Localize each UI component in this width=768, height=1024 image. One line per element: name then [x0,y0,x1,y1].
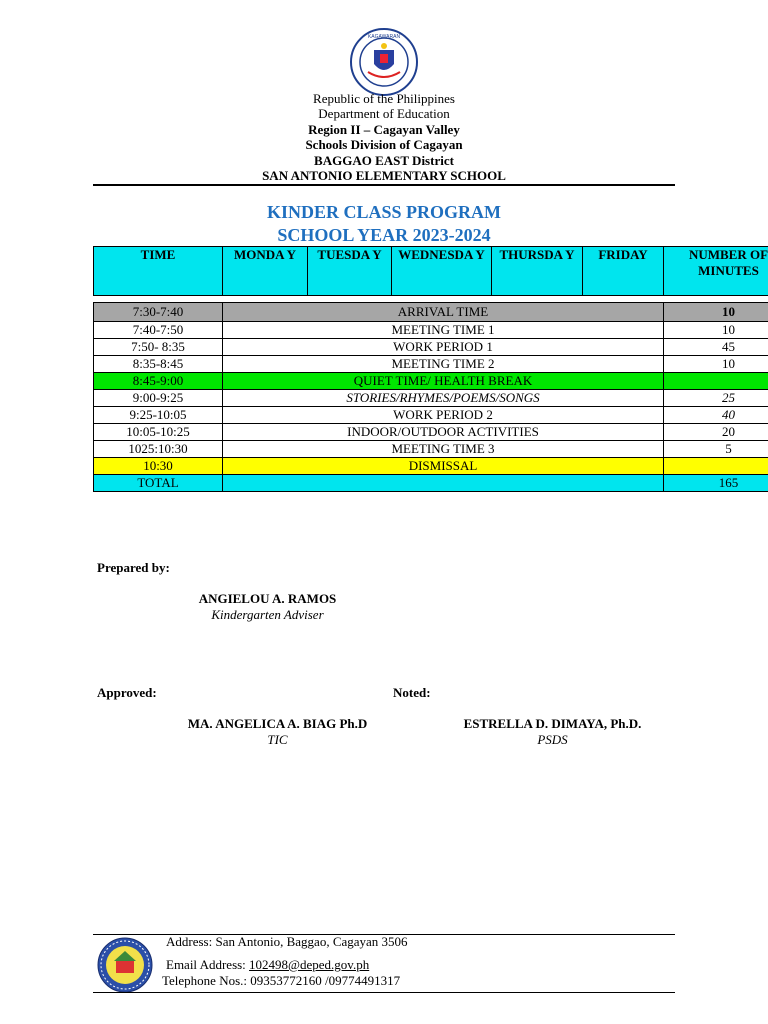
header-department: Department of Education [318,106,450,122]
row-time: TOTAL [94,475,223,492]
row-time: 9:00-9:25 [94,390,223,407]
title-line-2: SCHOOL YEAR 2023-2024 [277,225,491,245]
row-activity: MEETING TIME 3 [223,441,664,458]
table-row [94,458,768,475]
row-activity: WORK PERIOD 1 [223,339,664,356]
table-row [94,441,768,458]
row-time: 1025:10:30 [94,441,223,458]
table-total-row [94,475,768,492]
col-time: TIME [94,247,223,296]
row-minutes: 40 [664,407,768,424]
row-minutes [664,458,768,475]
col-friday: FRIDAY [583,247,664,296]
footer-telephone: Telephone Nos.: 09353772160 /09774491317 [162,973,401,988]
header-division: Schools Division of Cagayan [305,137,463,153]
table-row [94,303,768,322]
row-activity: WORK PERIOD 2 [223,407,664,424]
noted-block [430,716,675,748]
noted-title: PSDS [537,732,568,747]
class-program-table [93,246,768,492]
row-activity: MEETING TIME 1 [223,322,664,339]
header-republic: Republic of the Philippines [313,91,455,106]
header-region: Region II – Cagayan Valley [308,121,460,137]
letterhead [93,91,675,183]
col-thursday: THURSDA Y [492,247,583,296]
row-minutes [664,373,768,390]
row-minutes: 10 [664,303,768,322]
col-wednesday: WEDNESDA Y [392,247,492,296]
row-activity: DISMISSAL [223,458,664,475]
noted-name: ESTRELLA D. DIMAYA, Ph.D. [463,716,642,731]
email-link[interactable]: 102498@deped.gov.ph [249,957,370,972]
noted-label: Noted: [393,685,431,700]
header-spacer [94,296,768,303]
approved-title: TIC [267,732,288,747]
table-row [94,390,768,407]
row-minutes: 45 [664,339,768,356]
row-activity: INDOOR/OUTDOOR ACTIVITIES [223,424,664,441]
col-minutes: NUMBER OF MINUTES [664,247,768,296]
col-monday: MONDA Y [223,247,308,296]
table-header-row [94,247,768,296]
table-row [94,322,768,339]
row-minutes: 165 [664,475,768,492]
row-activity: STORIES/RHYMES/POEMS/SONGS [223,390,664,407]
row-time: 8:35-8:45 [94,356,223,373]
row-time: 10:05-10:25 [94,424,223,441]
row-time: 9:25-10:05 [94,407,223,424]
table-row [94,373,768,390]
header-district: BAGGAO EAST District [314,152,454,168]
prepared-by-name: ANGIELOU A. RAMOS [198,591,337,606]
row-time: 10:30 [94,458,223,475]
row-time: 8:45-9:00 [94,373,223,390]
row-activity: MEETING TIME 2 [223,356,664,373]
row-time: 7:30-7:40 [94,303,223,322]
row-time: 7:50- 8:35 [94,339,223,356]
table-row [94,339,768,356]
row-activity: ARRIVAL TIME [223,303,664,322]
document-title [93,201,675,247]
table-row [94,356,768,373]
row-minutes: 10 [664,322,768,339]
table-row [94,407,768,424]
header-school: SAN ANTONIO ELEMENTARY SCHOOL [262,168,506,184]
header-divider [93,184,675,186]
prepared-by-block [160,591,375,623]
table-row [94,424,768,441]
approved-label: Approved: [97,685,157,700]
row-minutes: 5 [664,441,768,458]
deped-seal-logo [350,28,418,96]
prepared-by-label: Prepared by: [97,560,170,575]
approved-block [160,716,395,748]
prepared-by-title: Kindergarten Adviser [211,607,324,622]
svg-text:KAGAWARAN: KAGAWARAN [367,34,401,40]
footer-address: Address: San Antonio, Baggao, Cagayan 3506 [166,934,408,949]
row-minutes: 10 [664,356,768,373]
row-activity: QUIET TIME/ HEALTH BREAK [223,373,664,390]
approved-name: MA. ANGELICA A. BIAG Ph.D [187,716,368,731]
title-line-1: KINDER CLASS PROGRAM [266,202,502,222]
col-tuesday: TUESDA Y [308,247,392,296]
row-minutes: 20 [664,424,768,441]
email-label: Email Address: [166,957,250,972]
row-activity [223,475,664,492]
footer-bottom-rule [93,992,675,993]
row-time: 7:40-7:50 [94,322,223,339]
row-minutes: 25 [664,390,768,407]
school-logo [94,937,156,993]
